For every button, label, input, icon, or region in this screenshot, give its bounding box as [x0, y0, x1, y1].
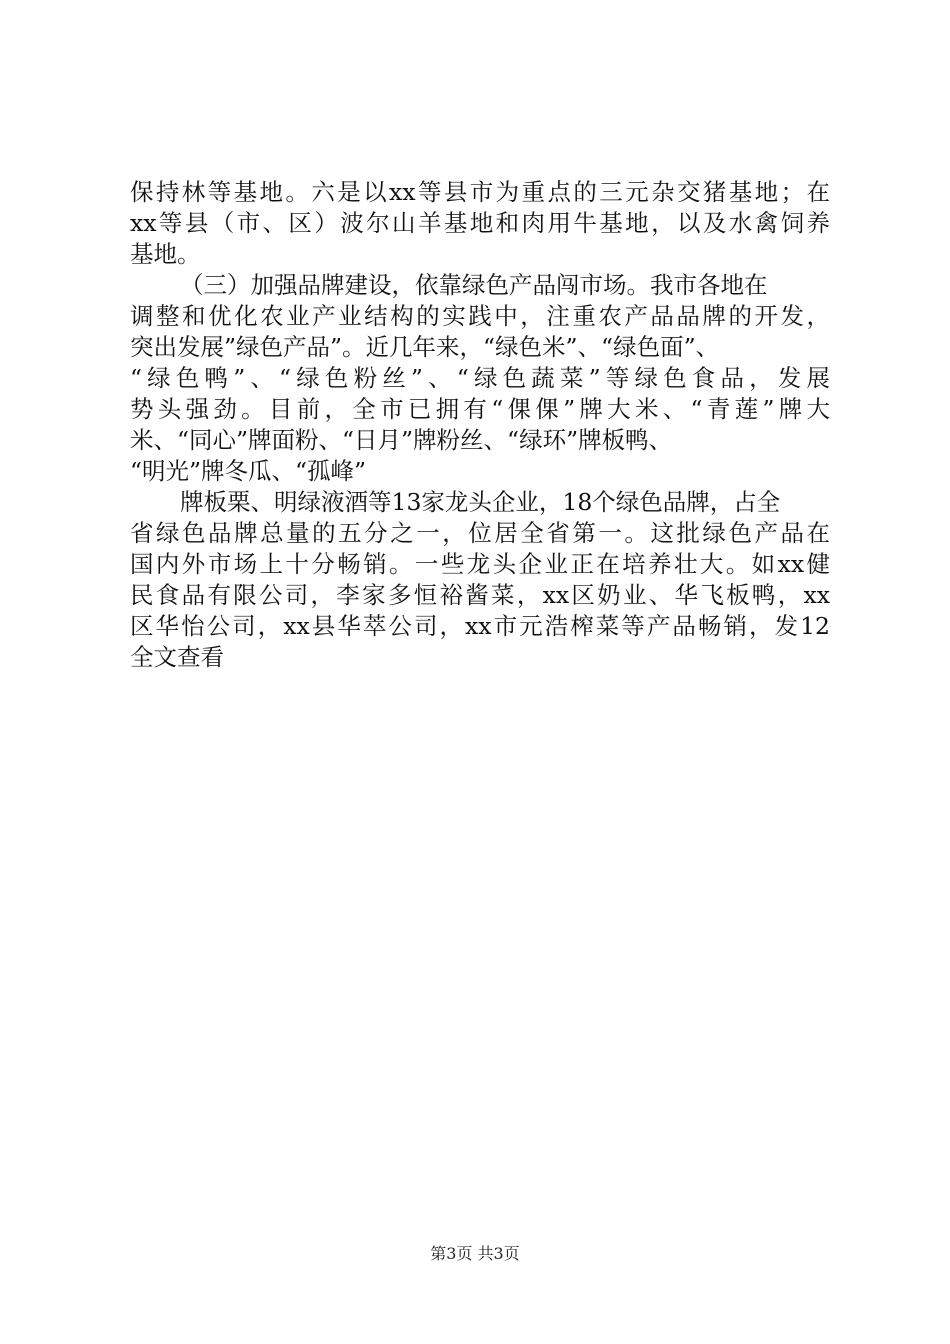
text-line: 保持林等基地。六是以xx等县市为重点的三元杂交猪基地；在	[130, 178, 830, 206]
text-line: 民食品有限公司，李家多恒裕酱菜，xx区奶业、华飞板鸭，xx	[130, 581, 830, 609]
paragraph-first-line: 牌板栗、明绿液酒等13家龙头企业，18个绿色品牌，占全	[180, 488, 781, 516]
text-line: “明光”牌冬瓜、“孤峰”	[130, 457, 367, 485]
text-line: 国内外市场上十分畅销。一些龙头企业正在培养壮大。如xx健	[130, 550, 830, 578]
text-line: 基地。	[130, 240, 201, 268]
text-line: 调整和优化农业产业结构的实践中，注重农产品品牌的开发，	[130, 302, 830, 330]
text-line: 米、“同心”牌面粉、“日月”牌粉丝、“绿环”牌板鸭、	[130, 426, 673, 454]
text-line: “绿色鸭”、“绿色粉丝”、“绿色蔬菜”等绿色食品，发展	[130, 364, 830, 392]
view-full-text-link[interactable]: 全文查看	[130, 643, 224, 671]
paragraph-first-line: （三）加强品牌建设，依靠绿色产品闯市场。我市各地在	[180, 271, 768, 299]
page-number-footer: 第3页 共3页	[430, 1244, 520, 1263]
text-line: xx等县（市、区）波尔山羊基地和肉用牛基地，以及水禽饲养	[130, 209, 830, 237]
text-line: 势头强劲。目前，全市已拥有“倮倮”牌大米、“青莲”牌大	[130, 395, 830, 423]
text-line: 省绿色品牌总量的五分之一，位居全省第一。这批绿色产品在	[130, 519, 830, 547]
text-line: 突出发展”绿色产品”。近几年来，“绿色米”、“绿色面”、	[130, 333, 720, 361]
text-line: 区华怡公司，xx县华萃公司，xx市元浩榨菜等产品畅销，发12	[130, 612, 830, 640]
